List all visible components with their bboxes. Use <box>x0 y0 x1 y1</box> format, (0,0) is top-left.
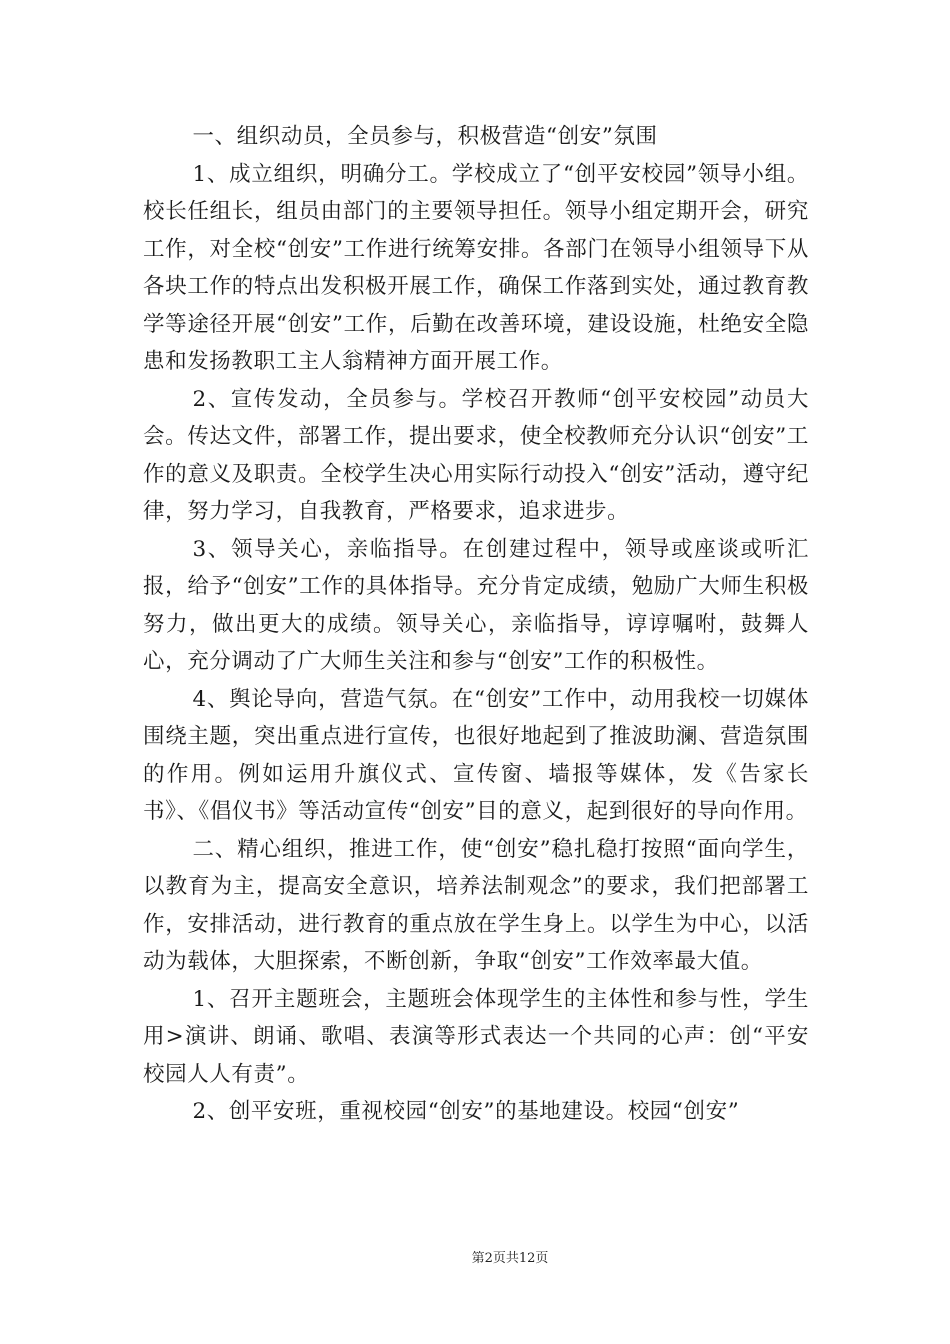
paragraph-safe-class: 2、创平安班，重视校园“创安”的基地建设。校园“创安” <box>192 1099 740 1124</box>
paragraph-organize: 1、成立组织，明确分工。学校成立了“创平安校园”领导小组。校长任组长，组员由部门的主要领导担任。领导小组定期开会，研究工作，对全校“创安”工作进行统筹安排。各部门在领导小组领导下从各块工作的特点出发积极开展工作，确保工作落到实处，通过教育教学等途径开展“创安”工作，后勤在改善环境，建设设施，杜绝安全隐患和发扬教职工主人翁精神方面开展工作。 <box>143 161 809 374</box>
paragraph-class-meeting: 1、召开主题班会，主题班会体现学生的主体性和参与性，学生用>演讲、朗诵、歌唱、表演等形式表达一个共同的心声：创“平安校园人人有责”。 <box>143 986 809 1087</box>
section-heading-2: 二、精心组织，推进工作，使“创安”稳扎稳打按照“面向学生，以教育为主，提高安全意识，培养法制观念”的要求，我们把部署工作，安排活动，进行教育的重点放在学生身上。以学生为中心，以活动为载体，大胆探索，不断创新，争取“创安”工作效率最大值。 <box>143 836 809 974</box>
document-body <box>143 118 809 1131</box>
paragraph-leadership: 3、领导关心，亲临指导。在创建过程中，领导或座谈或听汇报，给予“创安”工作的具体指导。充分肯定成绩，勉励广大师生积极努力，做出更大的成绩。领导关心，亲临指导，谆谆嘱咐，鼓舞人心，充分调动了广大师生关注和参与“创安”工作的积极性。 <box>143 536 809 674</box>
section-heading-1: 一、组织动员，全员参与，积极营造“创安”氛围 <box>192 124 658 149</box>
paragraph-publicity: 2、宣传发动，全员参与。学校召开教师“创平安校园”动员大会。传达文件，部署工作，提出要求，使全校教师充分认识“创安”工作的意义及职责。全校学生决心用实际行动投入“创安”活动，遵守纪律，努力学习，自我教育，严格要求，追求进步。 <box>143 386 809 524</box>
page-number: 第2页共12页 <box>471 1251 549 1266</box>
paragraph-public-opinion: 4、舆论导向，营造气氛。在“创安”工作中，动用我校一切媒体围绕主题，突出重点进行宣传，也很好地起到了推波助澜、营造氛围的作用。例如运用升旗仪式、宣传窗、墙报等媒体，发《告家长书》、《倡仪书》等活动宣传“创安”目的意义，起到很好的导向作用。 <box>143 686 809 824</box>
